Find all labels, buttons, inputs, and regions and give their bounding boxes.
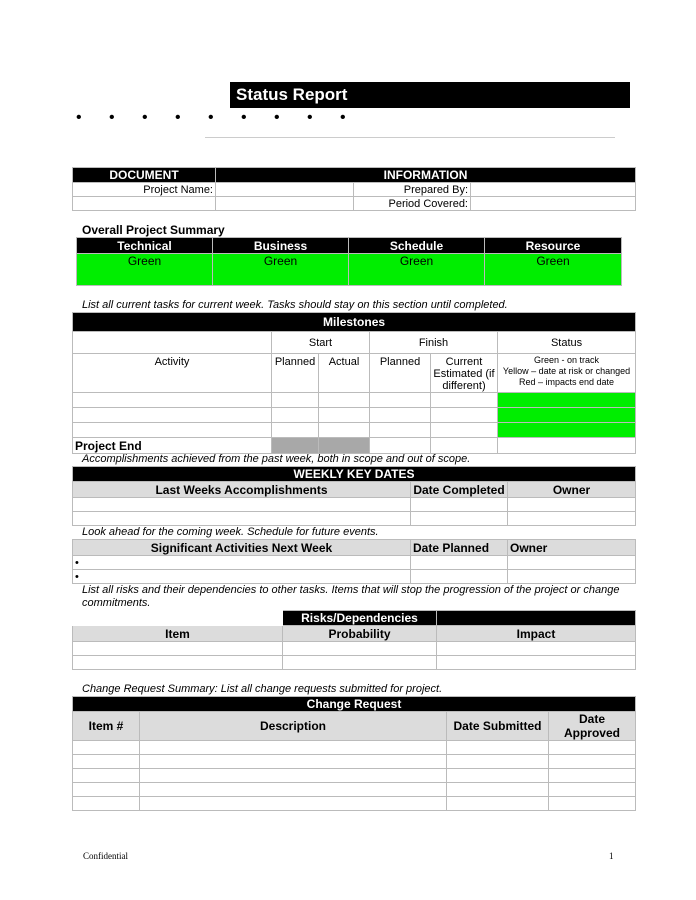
risks-header: Risks/Dependencies <box>283 611 437 626</box>
business-status[interactable]: Green <box>213 254 349 286</box>
probability-header: Probability <box>283 626 437 642</box>
bullet: • <box>208 109 214 126</box>
start-actual-label: Actual <box>319 354 370 393</box>
status-cell[interactable] <box>498 393 636 408</box>
date-completed-cell[interactable] <box>411 512 508 526</box>
bullet: • <box>241 109 247 126</box>
start-actual-cell[interactable] <box>319 393 370 408</box>
table-row <box>73 642 636 656</box>
prepared-by-label: Prepared By: <box>354 183 471 197</box>
date-planned-cell[interactable] <box>411 556 508 570</box>
footer-page-number: 1 <box>609 851 614 861</box>
status-legend-red: Red – impacts end date <box>519 377 615 387</box>
significant-activities-header: Significant Activities Next Week <box>73 540 411 556</box>
bullet: • <box>142 109 148 126</box>
table-row <box>73 498 636 512</box>
activity-cell[interactable] <box>73 423 272 438</box>
date-submitted-cell[interactable] <box>447 741 549 755</box>
start-actual-cell[interactable] <box>319 423 370 438</box>
activity-cell[interactable] <box>73 408 272 423</box>
activity-cell[interactable] <box>73 556 411 570</box>
date-approved-cell[interactable] <box>549 783 636 797</box>
date-approved-cell[interactable] <box>549 741 636 755</box>
project-name-label: Project Name: <box>73 183 216 197</box>
description-cell[interactable] <box>140 769 447 783</box>
date-approved-header: Date Approved <box>549 712 636 741</box>
finish-label: Finish <box>370 332 498 354</box>
description-cell[interactable] <box>140 755 447 769</box>
project-end-row <box>73 438 636 454</box>
start-planned-label: Planned <box>272 354 319 393</box>
last-weeks-accomplishments-header: Last Weeks Accomplishments <box>73 482 411 498</box>
table-row <box>73 512 636 526</box>
status-legend-green: Green - on track <box>534 355 600 365</box>
prepared-by-field[interactable] <box>471 183 636 197</box>
item-cell[interactable] <box>73 656 283 670</box>
table-row <box>73 769 636 783</box>
change-request-table <box>72 696 636 811</box>
probability-cell[interactable] <box>283 642 437 656</box>
date-approved-cell[interactable] <box>549 755 636 769</box>
schedule-header: Schedule <box>349 238 485 254</box>
weekly-note: Accomplishments achieved from the past week, both in scope and out of scope. <box>82 453 471 465</box>
start-planned-cell[interactable] <box>272 423 319 438</box>
project-end-actual <box>319 438 370 454</box>
schedule-status[interactable]: Green <box>349 254 485 286</box>
impact-cell[interactable] <box>437 656 636 670</box>
lookahead-table <box>72 539 636 584</box>
item-header: Item <box>73 626 283 642</box>
date-approved-cell[interactable] <box>549 769 636 783</box>
project-end-label: Project End <box>73 438 272 454</box>
bullet: • <box>75 556 79 569</box>
date-approved-cell[interactable] <box>549 797 636 811</box>
bullet: • <box>274 109 280 126</box>
date-submitted-cell[interactable] <box>447 797 549 811</box>
table-row <box>73 570 636 584</box>
date-submitted-cell[interactable] <box>447 769 549 783</box>
milestones-table <box>72 312 636 454</box>
table-row <box>73 556 636 570</box>
table-row <box>73 656 636 670</box>
status-legend <box>498 354 636 393</box>
project-end-planned <box>272 438 319 454</box>
empty-header <box>73 611 283 626</box>
current-estimated-cell[interactable] <box>431 393 498 408</box>
period-covered-label: Period Covered: <box>354 197 471 211</box>
current-estimated-label: Current Estimated (if different) <box>431 354 498 393</box>
bullet-row <box>70 108 360 128</box>
technical-header: Technical <box>77 238 213 254</box>
empty-header <box>437 611 636 626</box>
milestones-note: List all current tasks for current week. Tasks should stay on this section until completed. <box>82 299 508 311</box>
item-number-header: Item # <box>73 712 140 741</box>
date-completed-header: Date Completed <box>411 482 508 498</box>
table-row <box>73 797 636 811</box>
finish-planned-cell[interactable] <box>370 408 431 423</box>
start-label: Start <box>272 332 370 354</box>
accomplishment-cell[interactable] <box>73 512 411 526</box>
empty-cell <box>216 197 354 211</box>
milestone-row <box>73 393 636 408</box>
item-number-cell[interactable] <box>73 741 140 755</box>
item-number-cell[interactable] <box>73 769 140 783</box>
divider <box>205 137 615 138</box>
period-covered-field[interactable] <box>471 197 636 211</box>
document-header: DOCUMENT <box>73 168 216 183</box>
item-number-cell[interactable] <box>73 755 140 769</box>
item-number-cell[interactable] <box>73 783 140 797</box>
change-request-note: Change Request Summary: List all change requests submitted for project. <box>82 683 443 695</box>
owner-cell[interactable] <box>508 498 636 512</box>
resource-header: Resource <box>485 238 622 254</box>
project-end-current-estimated[interactable] <box>431 438 498 454</box>
description-cell[interactable] <box>140 783 447 797</box>
probability-cell[interactable] <box>283 656 437 670</box>
overall-summary-heading: Overall Project Summary <box>82 223 225 237</box>
status-label: Status <box>498 332 636 354</box>
table-row <box>73 755 636 769</box>
weekly-key-dates-header: WEEKLY KEY DATES <box>73 467 636 482</box>
status-cell[interactable] <box>498 423 636 438</box>
overall-summary-table <box>76 237 622 286</box>
business-header: Business <box>213 238 349 254</box>
activity-cell[interactable] <box>73 393 272 408</box>
finish-planned-cell[interactable] <box>370 423 431 438</box>
resource-status[interactable]: Green <box>485 254 622 286</box>
start-planned-cell[interactable] <box>272 408 319 423</box>
information-header: INFORMATION <box>216 168 636 183</box>
finish-planned-cell[interactable] <box>370 393 431 408</box>
weekly-key-dates-table <box>72 466 636 526</box>
bullet: • <box>76 109 82 126</box>
milestone-row <box>73 408 636 423</box>
bullet: • <box>175 109 181 126</box>
date-submitted-cell[interactable] <box>447 755 549 769</box>
owner-cell[interactable] <box>508 556 636 570</box>
owner-header: Owner <box>508 482 636 498</box>
start-planned-cell[interactable] <box>272 393 319 408</box>
item-cell[interactable] <box>73 642 283 656</box>
page-title: Status Report <box>230 82 630 108</box>
item-number-cell[interactable] <box>73 797 140 811</box>
current-estimated-cell[interactable] <box>431 423 498 438</box>
change-request-header: Change Request <box>73 697 636 712</box>
lookahead-note: Look ahead for the coming week. Schedule for future events. <box>82 526 379 538</box>
impact-cell[interactable] <box>437 642 636 656</box>
document-info-table <box>72 167 636 211</box>
owner-cell[interactable] <box>508 512 636 526</box>
accomplishment-cell[interactable] <box>73 498 411 512</box>
impact-header: Impact <box>437 626 636 642</box>
project-name-field[interactable] <box>216 183 354 197</box>
start-actual-cell[interactable] <box>319 408 370 423</box>
date-submitted-cell[interactable] <box>447 783 549 797</box>
owner-cell[interactable] <box>508 570 636 584</box>
milestone-row <box>73 423 636 438</box>
technical-status[interactable]: Green <box>77 254 213 286</box>
activity-cell[interactable] <box>73 570 411 584</box>
current-estimated-cell[interactable] <box>431 408 498 423</box>
bullet: • <box>340 109 346 126</box>
finish-planned-label: Planned <box>370 354 431 393</box>
bullet: • <box>75 570 79 583</box>
activity-label: Activity <box>73 354 272 393</box>
description-cell[interactable] <box>140 797 447 811</box>
table-row <box>73 741 636 755</box>
milestones-header: Milestones <box>73 313 636 332</box>
table-row <box>73 783 636 797</box>
date-completed-cell[interactable] <box>411 498 508 512</box>
empty-cell <box>73 197 216 211</box>
status-legend-yellow: Yellow – date at risk or changed <box>502 366 631 376</box>
date-submitted-header: Date Submitted <box>447 712 549 741</box>
bullet: • <box>109 109 115 126</box>
empty-cell <box>73 332 272 354</box>
footer-confidential: Confidential <box>83 851 128 861</box>
project-end-status[interactable] <box>498 438 636 454</box>
description-cell[interactable] <box>140 741 447 755</box>
status-cell[interactable] <box>498 408 636 423</box>
risks-table <box>72 610 636 670</box>
risks-note: List all risks and their dependencies to other tasks. Items that will stop the progression of the project or change commitments. <box>82 584 620 609</box>
project-end-finish-planned[interactable] <box>370 438 431 454</box>
date-planned-header: Date Planned <box>411 540 508 556</box>
owner-header: Owner <box>508 540 636 556</box>
date-planned-cell[interactable] <box>411 570 508 584</box>
description-header: Description <box>140 712 447 741</box>
bullet: • <box>307 109 313 126</box>
